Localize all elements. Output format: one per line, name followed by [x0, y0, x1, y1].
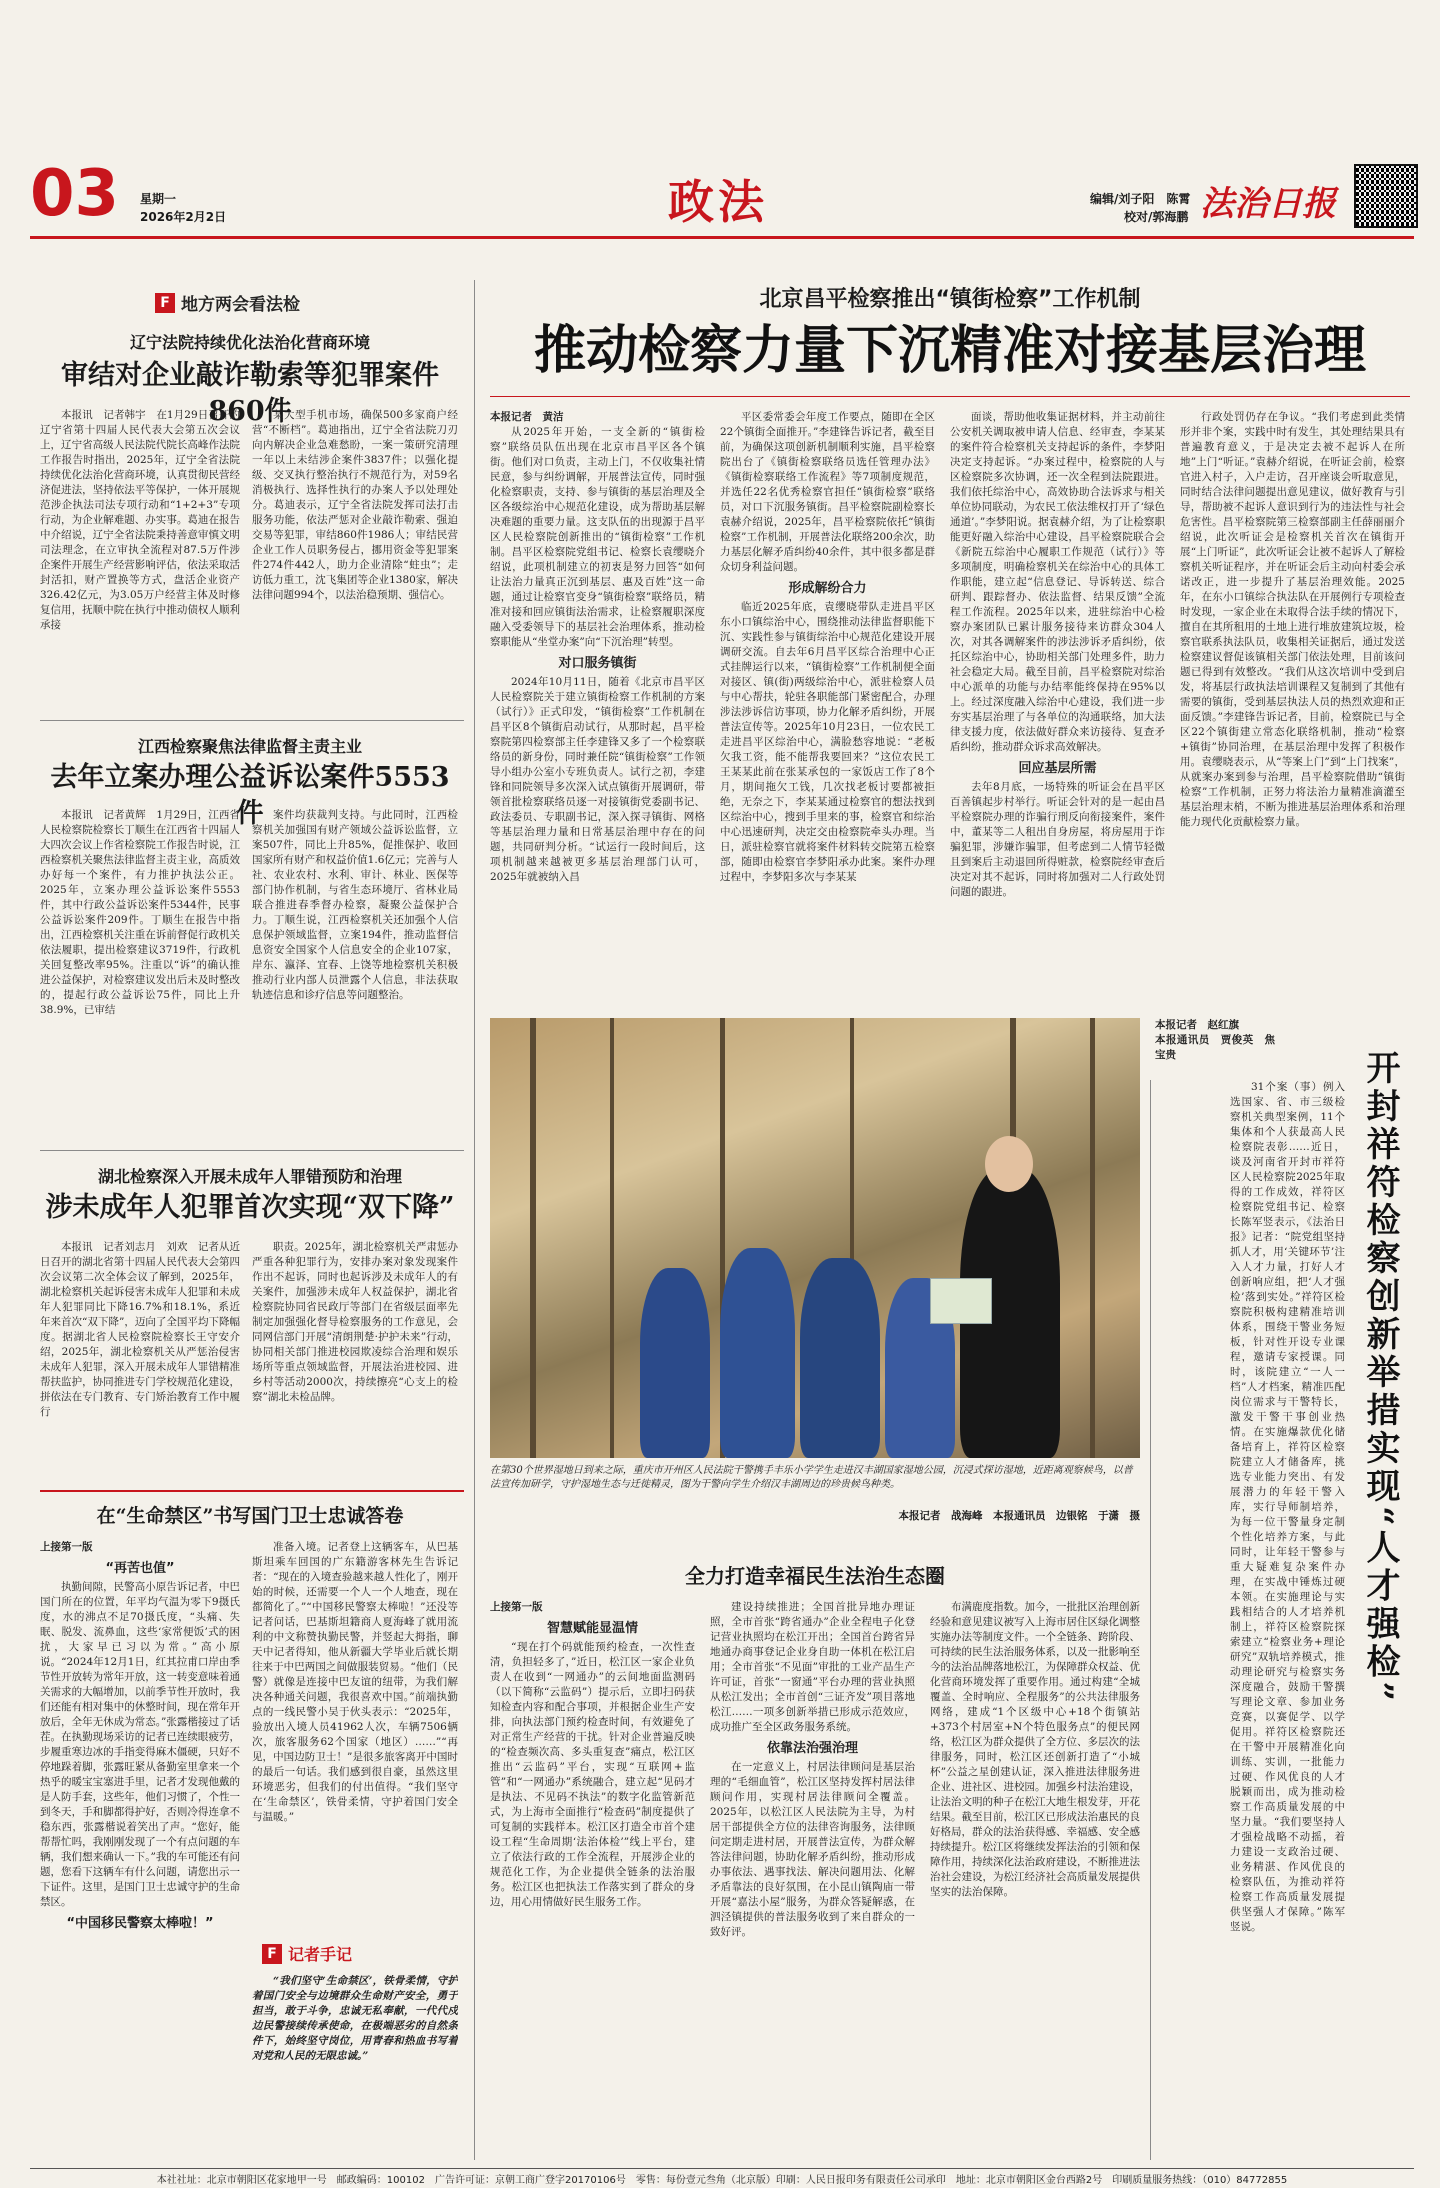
story4-paragraph: 执勤间隙，民警高小原告诉记者，中巴国门所在的位置，年平均气温为零下9摄氏度，水的沸点不足70摄氏度，“头痛、失眠、脱发、流鼻血，这些‘家常便饭’式的困扰，大家早已习以为常。”高小原说。“2024年12月1日，红其拉甫口岸由季节性开放转为常年开放，这一转变意味着通关需求的大幅增加，以前季节性开放时，我们还能有相对集中的休整时间，现在常年开放后，全年无休成为常态。”张露楷接过了话茬。在执勤现场采访的记者已连续眼疲劳，步履重寒边冰的手指变得麻木僵硬，只好不停地跺着脚，张露旺紧从备勤室里拿来一个热乎的暖宝宝塞进手里，记者才发现他戴的是人防手套，这些年，他们习惯了，个性一到冬天，手和脚都得护好，否则冷得连拿不稳东西，张露楷说着笑出了声。“您好，能帮帮忙吗，我刚刚发现了一个有点问题的车辆，我们想来确认一下。”我的车可能还有问题，您看下这辆车有什么问题，请您出示一下证件。这里，是国门卫士忠诚守护的生命禁区。	[40, 1581, 240, 1908]
story1-headline: 审结对企业敲诈勒索等犯罪案件860件	[61, 360, 439, 427]
songjiang-jump: 上接第一版	[490, 1601, 543, 1613]
story2-paragraph: 本报讯 记者黄辉 1月29日，江西省人民检察院检察长丁顺生在江西省十四届人大四次会议上作省检察院工作报告时说，江西检察机关聚焦法律监督主责主业，高质效办好每一个案件，有力推护执法公正。2025年，立案办理公益诉讼案件5553件，其中行政公益诉讼案件5344件，民事公益诉讼案件209件。丁顺生在报告中指出，江西检察机关注重在诉前督促行政机关依法履职，提出检察建议3719件，行政机关回复整改率95%。注重以“诉”的确认推进公益保护，对检察建议发出后未及时整改的，提起行政公益诉讼75件，同比上升38.9%，已审结	[40, 809, 240, 1016]
page-number: 03	[30, 157, 120, 231]
songjiang-headline: 全力打造幸福民生法治生态圈	[685, 1564, 945, 1588]
kaifeng-paragraph: 31个案（事）例入选国家、省、市三级检察机关典型案例，11个集体和个人获最高人民检察院表彰……近日，谈及河南省开封市祥符区人民检察院2025年取得的工作成效，祥符区检察院党组书记、检察长陈军竖表示，《法治日报》记者：“院党组坚持抓人才，用‘关键环节’注入人才力量，打好人才创新响应组，把‘人才强检’落到实处。”祥符区检察院积极构建精准培训体系，围绕干警业务短板，针对性开设专业课程，邀请专家授课。同时，该院建立“一人一档”人才档案，精准匹配岗位需求与干警特长，激发干警干事创业热情。在实施爆款优化储备培育上，祥符区检察院建立人才储备库，挑选专业能力突出、有发展潜力的年轻干警入库，实行导师制培养，为每一位干警量身定制个性化培养方案，与此同时，让年轻干警参与重大疑难复杂案件办理，在实战中锤炼过硬本领。在实施理论与实践相结合的人才培养机制上，祥符区检察院探索建立“检察业务+理论研究”双轨培养模式，推动理论研究与检察实务深度融合，鼓励干警撰写理论文章、参加业务竞赛，以赛促学、以学促用。祥符区检察院还在干警中开展精准化向训练、实训，一批能力过硬、作风优良的人才脱颖而出，成为推动检察工作高质量发展的中坚力量。“我们要坚持人才强检战略不动摇，着力建设一支政治过硬、业务精湛、作风优良的检察队伍，为推动祥符检察工作高质量发展提供坚强人才保障。”陈军竖说。	[1230, 1081, 1345, 1933]
story4-headline: 在“生命禁区”书写国门卫士忠诚答卷	[96, 1505, 404, 1527]
kaifeng-bylines	[1155, 1018, 1275, 1068]
kaifeng-text	[1230, 1080, 1345, 2160]
kaifeng-byline2: 本报通讯员 贾俊英 焦宝贵	[1155, 1034, 1275, 1061]
photo-bird-book	[930, 1278, 992, 1324]
story2-kicker: 江西检察聚焦法律监督主责主业	[137, 737, 362, 756]
story1-paragraph: 某大型手机市场，确保500多家商户经营“不断档”。葛迪指出，辽宁全省法院刀刃向内解决企业急难愁盼，一案一策研究清理一年以上未结涉企案件3837件；以强化提级、交叉执行整治执行不规范行为，对59名消极执行、选择性执行的办案人予以处理处分。葛迪表示，辽宁全省法院发挥司法打击服务功能，依法严惩对企业敲诈勒索、强迫交易等犯罪，审结860件1986人；审结民营企业工作人员职务侵占，挪用资金等犯罪案件274件442人，助力企业清除“蛀虫”；走访低力重工，沈飞集团等企业1380家，解决法律问题994个，以法治稳预期、强信心。	[252, 409, 458, 601]
story-divider	[40, 1150, 464, 1151]
story-divider	[40, 720, 464, 721]
main-paragraph: 行政处罚仍存在争议。“我们考虑到此类情形并非个案，实践中时有发生，其处理结果具有普遍教育意义，于是决定去被不起诉人在所地”上门“听证。”袁赫介绍说，在听证会前，检察官进入村子，入户走访，召开座谈会听取意见，同时结合法律问题提出意见建议，做好教育与引导，帮助被不起诉人意识到行为的违法性与社会危害性。昌平检察院第三检察部副主任薛丽丽介绍说，此次听证会是检察机关首次在镇街开展“上门听证”，此次听证会让被不起诉人了解检察机关听证程序，并在听证会后主动向村委会承诺改正，进一步提升了基层治理效能。2025年，在东小口镇综合执法队在开展例行专项检查时发现，一家企业在未取得合法手续的情况下，擅自在其所租用的土地上进行堆放建筑垃圾，检察官联系执法队员，收集相关证据后，通过发送检察建议督促该镇相关部门依法处理，目前该问题已得到有效整改。“我们从这次培训中受到启发，将基层行政执法培训课程又复制到了其他有需要的镇街，受到基层执法人员的热烈欢迎和正面反馈。”李建锋告诉记者，目前，检察院已与全区22个镇街建立常态化联络机制，推动“检察+镇街”协同治理，在基层治理中发挥了积极作用。袁缨晓表示，从“等案上门”到“上门找案”，从就案办案到参与治理，昌平检察院借助“镇街检察”工作机制，正努力将法治力量精准滴灌至基层治理末梢，不断为推进基层治理体系和治理能力现代化贡献检察力量。	[1180, 411, 1405, 828]
kaifeng-byline1: 本报记者 赵红旗	[1155, 1019, 1239, 1031]
story2-paragraph: 案件均获裁判支持。与此同时，江西检察机关加强国有财产领域公益诉讼监督，立案507件，同比上升85%，促推保护、收回国家所有财产和权益价值1.6亿元；完善与人社、农业农村、水利、审计、林业、医保等部门协作机制，与省生态环境厅、省林业局联合推进春季督办检察，凝聚公益保护合力。丁顺生说，江西检察机关还加强个人信息保护领域监督，立案194件，推动监督信息资安全国家个人信息安全的企业107家，岸东、瀛泽、宜春、上饶等地检察机关积极推动行业内部人员泄露个人信息，非法获取轨迹信息和诊疗信息等问题整治。	[252, 809, 458, 1001]
masthead-date: 2026年2月2日	[140, 210, 227, 224]
qr-code-icon	[1354, 164, 1418, 228]
story3-text-left	[40, 1240, 240, 1480]
footer-rule	[30, 2168, 1414, 2169]
story3-text-right	[252, 1240, 458, 1480]
main-kicker: 北京昌平检察推出“镇街检察”工作机制	[759, 287, 1141, 312]
main-byline: 本报记者 黄洁	[490, 411, 564, 423]
main-col1	[490, 410, 705, 1000]
main-sub1: 对口服务镇街	[558, 656, 637, 671]
story1-kicker: 辽宁法院持续优化法治化营商环境	[129, 333, 370, 352]
story4-text-right	[252, 1540, 458, 1930]
masthead-weekday: 星期一	[140, 192, 177, 206]
wetland-photo	[490, 1018, 1140, 1458]
main-paragraph: 平区委常委会年度工作要点，随即在全区22个镇街全面推开。”李建锋告诉记者，截至目前，为确保这项创新机制顺利实施，昌平检察院出台了《镇街检察联络员选任管理办法》《镇街检察联络工作流程》等7项制度规范，并选任22名优秀检察官担任“镇街检察”联络员，对口下沉服务镇街。昌平检察院副检察长袁赫介绍说，2025年，昌平检察院依托“镇街检察”工作机制，开展普法化联络200余次，助力基层化解矛盾纠纷40余件，其中很多都是群众切身利益问题。	[720, 411, 935, 573]
story4-text-left	[40, 1540, 240, 2160]
left-column-divider	[474, 280, 475, 2160]
main-sub3: 回应基层所需	[1018, 761, 1097, 776]
main-col4	[1180, 410, 1405, 1000]
story1-paragraph: 本报讯 记者韩宇 在1月29日召开的辽宁省第十四届人民代表大会第五次会议上，辽宁省高级人民法院代院长高峰作法院工作报告时指出，2025年，辽宁全省法院持续优化法治化营商环境，认真贯彻民营经济促进法，坚持依法平等保护，一体开展规范涉企执法司法专项行动和“1+2+3”专项行动，为企业解难题、办实事。葛迪在报告中介绍说，辽宁全省法院秉持善意审慎文明司法理念，在立审执全流程对87.5万件涉企案件开展生产经营影响评估，依法采取活封活扣，财产置换等方式，盘活企业资产326.42亿元，为3.05万户经营主体及时修复信用，抚顺中院在执行中推动债权人顺利承接	[40, 409, 240, 631]
photo-caption	[490, 1464, 1140, 1492]
main-paragraph: 面谈，帮助他收集证据材料，并主动前往公安机关调取被申请人信息、经审查，李某某的案件符合检察机关支持起诉的条件，李梦阳决定支持起诉。“办案过程中，检察院的人与区检察院多次协调，还一次全程到法院跟进。我们依托综治中心，高效协助合法诉求与相关单位协同联动，为农民工依法维权打开了‘绿色通道’。”李梦阳说。据袁赫介绍，为了让检察职能更好融入综治中心建设，昌平检察院联合会《新院五综治中心履职工作规范（试行）》等多项制度，明确检察机关在综治中心的具体工作职能，建立起“信息登记、导诉转送、综合研判、跟踪督办、依法监督、结果反馈”全流程工作流程。2025年以来，进驻综治中心检察办案团队已累计服务接待来访群众304人次，对其各调解案件的涉法涉诉矛盾纠纷，依托区综治中心，协助相关部门处理多件，助力社会稳定大局。截至目前，昌平检察院对综治中心派单的功能与办结率能终保持在95%以上。经过深度融入综治中心建设，我们进一步夯实基层治理了与各单位的沟通联络，加大法律支援力度，依法做好群众来访接待、复查矛盾纠纷，推动群众诉求高效解决。	[950, 411, 1165, 753]
main-rule	[490, 396, 1410, 397]
story3-headline: 涉未成年人犯罪首次实现“双下降”	[45, 1192, 455, 1223]
footer-text: 本社社址：北京市朝阳区花家地甲一号 邮政编码：100102 广告许可证：京朝工商广登字20170106号 零售：每份壹元叁角（北京版）印刷：人民日报印务有限责任公司承印 地址：北京市朝阳区金台西路2号 印刷质量服务热线：（010）84772855	[156, 2175, 1288, 2186]
main-paragraph: 2024年10月11日，随着《北京市昌平区人民检察院关于建立镇街检察工作机制的方案（试行）》正式印发，“镇街检察”工作机制在昌平区8个镇街启动试行，从那时起，昌平检察院第四检察部主任李建锋又多了一个检察联络员的新身份，同时兼任院“镇街检察”工作领导小组办公室小专班负责人。试行之初，李建锋和同院领导多次深入试点镇街开展调研，带领首批检察联络员逐一对接镇街党委副书记、政法委员、专职副书记，深入探寻镇街、网格等基层治理力量和日常基层治理中存在的问题，共同研判分析。“试运行一段时间后，这项机制越来越被更多基层治理部门认可，2025年就被纳入昌	[490, 676, 705, 883]
main-paragraph: 去年8月底，一场特殊的听证会在昌平区百善镇起步村举行。听证会针对的是一起由昌平检察院办理的诈骗行刑反向衔接案件，案件中，董某等二人租出自身房屋，将房屋用于诈骗犯罪，涉嫌诈骗罪，但考虑到二人情节轻微且到案后主动退回所得赃款，检察院经审查后决定对其不起诉，同时将加强对二人行政处罚问题的跟进。	[950, 781, 1165, 898]
story-divider-red	[40, 1490, 464, 1492]
story1-text-left	[40, 408, 240, 708]
story2-text-right	[252, 808, 458, 1138]
badge-label: 地方两会看法检	[181, 295, 300, 315]
story3-paragraph: 本报讯 记者刘志月 刘欢 记者从近日召开的湖北省第十四届人民代表大会第四次会议第二次全体会议了解到，2025年，湖北检察机关起诉侵害未成年人犯罪和未成年人犯罪同比下降16.7%和18.1%，系近年来首次“双下降”，迈向了全国平均下降幅度。据湖北省人民检察院检察长王守安介绍，2025年，湖北检察机关从严惩治侵害未成年人犯罪，深入开展未成年人罪错精准帮扶监护，协同推进专门学校规范化建设，拼依法在专门教育、专门矫治教育工作中履行	[40, 1241, 240, 1418]
story3-kicker: 湖北检察深入开展未成年人罪错预防和治理	[97, 1167, 402, 1186]
main-paragraph: 临近2025年底，袁缨晓带队走进昌平区东小口镇综治中心，围绕推动法律监督职能下沉、实践性参与镇街综治中心规范化建设开展调研交流。自去年6月昌平区综合治理中心正式挂牌运行以来，“镇街检察”工作机制便全面对接区、镇(街)两级综治中心，派驻检察人员与中心帮扶，轮驻各职能部门紧密配合，办理涉法涉诉信访事项，协力化解矛盾纠纷，开展普法宣传等。2025年10月23日，一位农民工走进昌平区综治中心，满脸愁容地说：“老板欠我工资，能不能帮我要回来？”这位农民工王某某此前在张某承包的一家饭店工作了8个月，期间拖欠工钱，几次找老板讨要都被拒绝，无奈之下，李某某通过检察官的想法找到区综治中心，搜到手里来的事，检察官和综治中心迅速研判，决定交由检察院牵头办理。当日，派驻检察官就将案件材料转交院第五检察部，随即由检察官李梦阳承办此案。案件办理过程中，李梦阳多次与李某某	[720, 601, 935, 883]
songjiang-paragraph: 在一定意义上，村居法律顾问是基层治理的“毛细血管”，松江区坚持发挥村居法律顾问作用，实现村居法律顾问全覆盖。2025年，以松江区人民法院为主导，为村居干部提供全方位的法律咨询服务，法律顾问定期走进村居，开展普法宣传，为群众解答法律问题，协助化解矛盾纠纷，推动形成办事依法、遇事找法、解决问题用法、化解矛盾靠法的良好氛围，在小昆山镇陶庙一带开展“嘉法小屋”服务，为群众答疑解惑，在泗泾镇提供的普法服务收到了来自群众的一致好评。	[710, 1761, 915, 1938]
songjiang-paragraph: “现在打个码就能预约检查，一次性查清，负担轻多了，”近日，松江区一家企业负责人在收到“一网通办”的云间地面监测码（以下简称“云监码”）提示后，立即扫码获知检查内容和配合事项，并根据企业生产安排，向执法部门预约检查时间，有效避免了对正常生产经营的干扰。针对企业普遍反映的“检查频次高、多头重复查”痛点，松江区推出“云监码”平台，实现“互联网+监管”和“一网通办”系统融合，建立起“见码才是执法、不见码不执法”的数字化监管新范式，为上海市全面推行“检查码”制度提供了可复制的实践样本。松江区打造全市首个建设工程“生命周期‘法治体检’”线上平台，建立了依法行政的工作全流程，开展涉企业的规范化工作，为企业提供全链条的法治服务。松江区也把执法工作落实到了群众的身边，用心用情做好民生服务工作。	[490, 1641, 695, 1908]
photo-tree	[530, 1018, 536, 1458]
photo-student	[800, 1258, 880, 1458]
photo-student	[720, 1248, 795, 1458]
story4-jump: 上接第一版	[40, 1541, 93, 1553]
photo-tree	[610, 1018, 614, 1458]
photo-tree	[1090, 1018, 1095, 1458]
masthead-proof: 校对/郭海鹏	[1124, 210, 1189, 224]
songjiang-col2	[710, 1600, 915, 2160]
story4-subhead1: “再苦也值”	[105, 1561, 175, 1576]
masthead-rule	[30, 236, 1414, 239]
paper-logo: 法治日报	[1200, 184, 1336, 224]
story3-paragraph: 职责。2025年，湖北检察机关严肃惩办严重各种犯罪行为，安排办案对象发现案件作出不起诉，同时也起诉涉及未成年人的有关案件，加强涉未成年人权益保护，湖北省检察院协同省民政厅等部门在省级层面率先制定加强强化督导检察服务的工作意见，会同网信部门开展“清朗荆楚·护护未来”行动，协同相关部门推进校园欺凌综合治理和娱乐场所等重点领域监督，开展法治进校园、进乡村等活动2000次，持续擦亮“心支上的检察”湖北未检品牌。	[252, 1241, 458, 1403]
photo-student	[640, 1268, 710, 1458]
section-title: 政法	[668, 175, 768, 229]
notes-label-text: 记者手记	[288, 1945, 353, 1964]
story2-text-left	[40, 808, 240, 1138]
section-badge	[155, 290, 300, 315]
songjiang-paragraph: 布满鹿度指数。加今，一批批区治理创新经验和意见建议被写入上海市居住区绿化调整实施办法等制度文件。一个全链条、跨阶段、可持续的民生法治服务体系，以及一批影响至今的法治品牌落地松江，为保障群众权益、优化营商环境发挥了重要作用。通过构建“全城覆盖、全时响应、全程服务”的公共法律服务网络，建成“1个区级中心+18个街镇站+373个村居室+N个特色服务点”的便民网络，松江区为群众提供了全方位、多层次的法律服务，同时，松江区还创新打造了“小城杯”公益之星创建认证，深入推进法律服务进企业、进社区、进校园。加强乡村法治建设，让法治文明的种子在松江大地生根发芽，开花结果。截至目前，松江区已形成法治惠民的良好格局，群众的法治获得感、幸福感、安全感持续提升。松江区将继续发挥法治的引领和保障作用，持续深化法治政府建设，不断推进法治社会建设，为松江经济社会高质量发展提供坚实的法治保障。	[930, 1601, 1140, 1898]
main-sub2: 形成解纷合力	[788, 581, 867, 596]
songjiang-sub2: 依靠法治强治理	[766, 1741, 858, 1756]
main-col3	[950, 410, 1165, 1000]
songjiang-col3	[930, 1600, 1140, 2160]
masthead-editor: 编辑/刘子阳 陈霄	[1090, 192, 1191, 206]
notes-label	[262, 1942, 352, 1965]
photo-officer-face	[985, 1136, 1033, 1192]
story1-text-right	[252, 408, 458, 708]
kaifeng-headline: 开封祥符检察创新举措实现“人才强检”	[1360, 1050, 1400, 1706]
songjiang-sub1: 智慧赋能显温情	[546, 1621, 638, 1636]
photo-credit: 本报记者 战海峰 本报通讯员 边银铭 于潇 摄	[898, 1510, 1140, 1522]
story4-paragraph: 准备入境。记者登上这辆客车，从巴基斯坦乘车回国的广东籍游客林先生告诉记者：“现在的入境查验越来越人性化了，刚开始的时候，还需要一个人一个人地查，现在都简化了。”“中国移民警察太棒啦！”还没等记者问话，巴基斯坦籍商人夏海峰了就用流利的中文称赞执勤民警，并竖起大拇指，聊天中记者得知，他从新疆大学毕业后就长期往来于中巴两国之间做服装贸易。“他们（民警）就像是连接中巴友谊的纽带，为我们解决各种通关问题，我很喜欢中国。”前端执勤点的一线民警小吴于伙头表示：“2025年，验放出入境人员41962人次，车辆7506辆次，旅客服务62个国家（地区）……”“再见，中国边防卫士！”是很多旅客离开中国时的最后一句话。我们感到很自豪，虽然这里环境恶劣，但我们的付出值得。“我们坚守在‘生命禁区’，铁骨柔情，守护着国门安全与温暖。”	[252, 1541, 458, 1823]
main-col2	[720, 410, 935, 1000]
notes-paragraph: “我们坚守‘生命禁区’，铁骨柔情，守护着国门安全与边境群众生命财产安全，勇于担当，敢于斗争，忠诚无私奉献，一代代戍边民警接续传承使命，在极端恶劣的自然条件下，始终坚守岗位，用青春和热血书写着对党和人民的无限忠诚。”	[252, 1975, 458, 2062]
story2-headline: 去年立案办理公益诉讼案件5553件	[50, 762, 450, 829]
notes-text	[252, 1974, 458, 2160]
notes-f-icon: F	[262, 1944, 282, 1964]
story4-subhead2: “中国移民警察太棒啦！”	[66, 1916, 214, 1931]
badge-f-icon: F	[155, 293, 175, 313]
kaifeng-divider	[1150, 1080, 1151, 2160]
main-headline: 推动检察力量下沉精准对接基层治理	[533, 320, 1366, 381]
photo-caption-text: 在第30个世界湿地日到来之际，重庆市开州区人民法院干警携手丰乐小学学生走进汉丰湖国家湿地公园，沉浸式探访湿地，近距离观察候鸟，以普法宣传加研学，守护湿地生态与迁徙精灵，图为干警向学生介绍汉丰湖周边的珍贵候鸟种类。	[490, 1465, 1133, 1490]
songjiang-paragraph: 建设持续推进；全国首批异地办理证照，全市首张“跨省通办”企业全程电子化登记营业执照均在松江开出；全国首台跨省异地通办商事登记企业身自助一体机在松江启用；全市首张“不见面”审批的工业产品生产许可证，首张“一窗通”平台办理的营业执照从松江发出；全市首创“三证齐发”项目落地松江……一项多创新举措已形成示范效应，成功推广至全区政务服务系统。	[710, 1601, 915, 1733]
main-paragraph: 从2025年开始，一支全新的“镇街检察”联络员队伍出现在北京市昌平区各个镇街。他们对口负责，主动上门，不仅收集社情民意，参与纠纷调解，开展普法宣传，同时强化检察职责，支持、参与镇街的基层治理及全区各级综治中心规范化建设，成为帮助基层解决难题的重要力量。这支队伍的出现源于昌平区人民检察院创新推出的“镇街检察”工作机制。昌平区检察院党组书记、检察长袁缨晓介绍说，此项机制建立的初衷是努力回答“如何让法治力量真正沉到基层、惠及百姓”这一命题，通过让检察官变身“镇街检察”联络员，精准对接和回应镇街法治需求，让检察履职深度融入受委领导下的基层社会治理体系，推动检察职能从“坐堂办案”向“下沉治理”转型。	[490, 426, 705, 648]
songjiang-col1	[490, 1600, 695, 2160]
